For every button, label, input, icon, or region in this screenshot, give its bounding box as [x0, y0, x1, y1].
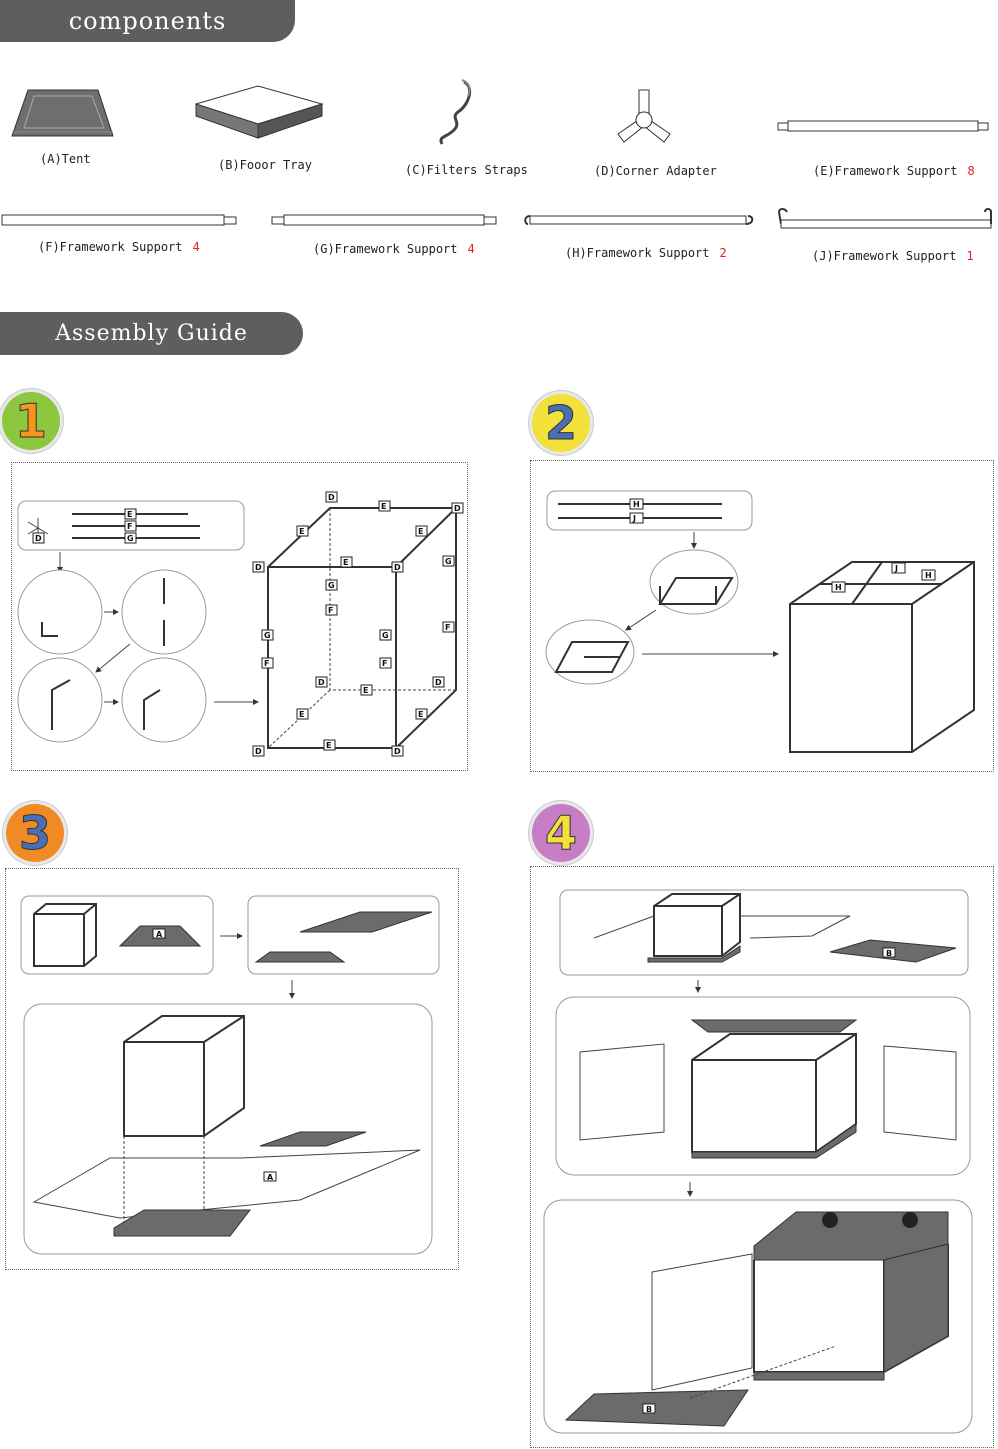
svg-text:E: E: [127, 510, 133, 519]
component-label-filter-straps: (C)Filters Straps: [405, 163, 528, 177]
tag-d-2: [452, 503, 463, 513]
tag-g-4: [380, 630, 391, 640]
tag-e-3: [416, 526, 427, 536]
component-label-framework-g: (G)Framework Support 4: [313, 242, 475, 256]
svg-text:A: A: [156, 930, 163, 939]
svg-text:F: F: [382, 659, 388, 668]
svg-text:E: E: [343, 558, 349, 567]
svg-text:J: J: [895, 564, 898, 573]
step-4-diagram: [544, 890, 972, 1433]
tag-e-4: [341, 557, 352, 567]
tag-e-8: [324, 740, 335, 750]
component-label-framework-f: (F)Framework Support 4: [38, 240, 200, 254]
svg-text:E: E: [418, 527, 424, 536]
component-label-framework-h: (H)Framework Support 2: [565, 246, 727, 260]
step-1-badge: 1: [2, 392, 60, 450]
component-label-framework-e: (E)Framework Support 8: [813, 164, 975, 178]
tag-j-1: [892, 563, 905, 573]
svg-text:G: G: [264, 631, 271, 640]
quantity: 1: [966, 249, 974, 263]
tag-g-1: [443, 556, 454, 566]
tag-d-5: [316, 677, 327, 687]
svg-text:D: D: [255, 747, 262, 756]
svg-text:H: H: [835, 583, 842, 592]
tag-g-2: [326, 580, 337, 590]
svg-text:E: E: [326, 741, 332, 750]
tag-d-3: [253, 562, 264, 572]
svg-text:H: H: [633, 500, 640, 509]
svg-text:D: D: [318, 678, 325, 687]
svg-text:H: H: [925, 571, 932, 580]
tag-f-2: [443, 622, 454, 632]
svg-text:G: G: [328, 581, 335, 590]
tag-d-legend: [33, 533, 44, 543]
tag-e-2: [297, 526, 308, 536]
svg-text:D: D: [454, 504, 461, 513]
quantity: 8: [967, 164, 975, 178]
tag-a-2: [264, 1172, 276, 1182]
component-label-tent: (A)Tent: [40, 152, 91, 166]
step-3-diagram: [21, 896, 439, 1254]
tag-h-2: [922, 570, 935, 580]
tag-e-7: [416, 709, 427, 719]
quantity: 4: [192, 240, 200, 254]
tag-d-1: [326, 492, 337, 502]
svg-text:J: J: [633, 514, 636, 523]
tag-f-legend: [125, 521, 136, 531]
svg-text:A: A: [267, 1173, 274, 1182]
svg-text:B: B: [886, 949, 893, 958]
svg-text:D: D: [435, 678, 442, 687]
svg-text:E: E: [299, 710, 305, 719]
tag-b-1: [883, 948, 895, 958]
component-label-floor-tray: (B)Fooor Tray: [218, 158, 312, 172]
tag-d-8: [392, 746, 403, 756]
tag-f-4: [380, 658, 391, 668]
step-1-diagram: [18, 501, 456, 748]
tag-d-7: [253, 746, 264, 756]
tag-d-6: [433, 677, 444, 687]
step-4-badge: 4: [532, 804, 590, 862]
quantity: 4: [467, 242, 475, 256]
svg-text:E: E: [381, 502, 387, 511]
svg-text:E: E: [418, 710, 424, 719]
tag-b-2: [643, 1404, 655, 1414]
step-2-badge: 2: [532, 394, 590, 452]
tag-e-5: [361, 685, 372, 695]
svg-text:F: F: [264, 659, 270, 668]
step-3-badge: 3: [6, 804, 64, 862]
tag-a-1: [153, 929, 165, 939]
tag-h-legend: [630, 499, 643, 509]
svg-text:D: D: [35, 534, 42, 543]
svg-text:D: D: [255, 563, 262, 572]
tag-j-legend: [630, 513, 643, 523]
svg-text:F: F: [328, 606, 334, 615]
svg-text:D: D: [328, 493, 335, 502]
svg-text:E: E: [363, 686, 369, 695]
tag-f-1: [326, 605, 337, 615]
quantity: 2: [719, 246, 727, 260]
tag-e-legend: [125, 509, 136, 519]
svg-text:G: G: [127, 534, 134, 543]
svg-text:F: F: [127, 522, 133, 531]
svg-text:F: F: [445, 623, 451, 632]
tag-d-4: [392, 562, 403, 572]
svg-text:G: G: [382, 631, 389, 640]
assembly-guide-header: Assembly Guide: [0, 312, 303, 355]
component-label-framework-j: (J)Framework Support 1: [812, 249, 974, 263]
step-2-diagram: [546, 491, 974, 752]
tag-g-legend: [125, 533, 136, 543]
svg-text:D: D: [394, 747, 401, 756]
svg-text:D: D: [394, 563, 401, 572]
tag-e-6: [297, 709, 308, 719]
svg-text:B: B: [646, 1405, 653, 1414]
tag-e-1: [379, 501, 390, 511]
tag-g-3: [262, 630, 273, 640]
component-label-corner-adapter: (D)Corner Adapter: [594, 164, 717, 178]
svg-text:E: E: [299, 527, 305, 536]
tag-h-1: [832, 582, 845, 592]
svg-text:G: G: [445, 557, 452, 566]
tag-f-3: [262, 658, 273, 668]
components-header: components: [0, 0, 295, 42]
